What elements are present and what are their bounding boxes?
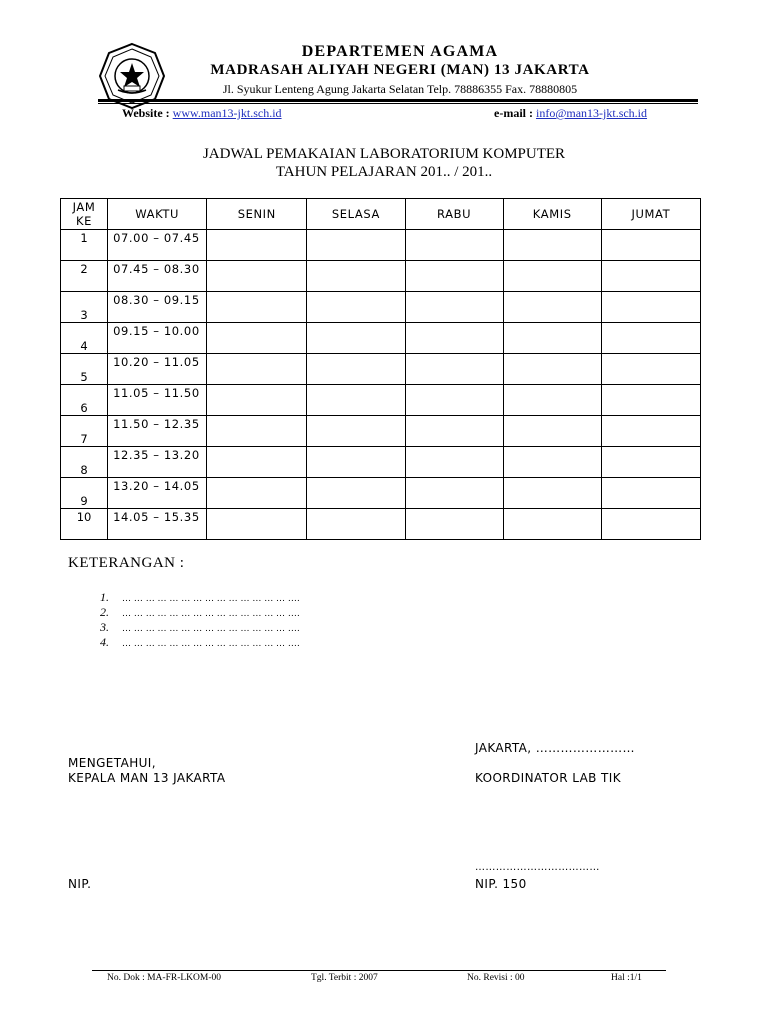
footer-doc-number: No. Dok : MA-FR-LKOM-00 bbox=[107, 973, 221, 983]
cell-selasa[interactable] bbox=[307, 416, 405, 447]
cell-jumat[interactable] bbox=[601, 292, 700, 323]
cell-kamis[interactable] bbox=[503, 509, 601, 540]
website-line bbox=[122, 106, 282, 121]
footer-page: Hal :1/1 bbox=[611, 973, 642, 983]
table-row bbox=[61, 354, 701, 385]
keterangan-item bbox=[100, 605, 300, 620]
cell-kamis[interactable] bbox=[503, 323, 601, 354]
document-title: JADWAL PEMAKAIAN LABORATORIUM KOMPUTER bbox=[202, 146, 566, 162]
cell-kamis[interactable] bbox=[503, 261, 601, 292]
cell-waktu bbox=[108, 447, 207, 478]
letterhead-school-name: MADRASAH ALIYAH NEGERI (MAN) 13 JAKARTA bbox=[210, 62, 590, 78]
cell-jam bbox=[61, 447, 108, 478]
jam-number: 4 bbox=[80, 339, 88, 353]
header-ke-label: KE bbox=[76, 214, 93, 228]
cell-senin[interactable] bbox=[207, 416, 307, 447]
signature-left-label: MENGETAHUI, bbox=[68, 756, 156, 770]
table-row bbox=[61, 478, 701, 509]
cell-waktu bbox=[108, 478, 207, 509]
cell-senin[interactable] bbox=[207, 323, 307, 354]
cell-rabu[interactable] bbox=[405, 292, 503, 323]
cell-rabu[interactable] bbox=[405, 354, 503, 385]
keterangan-heading: KETERANGAN : bbox=[68, 555, 185, 571]
cell-senin[interactable] bbox=[207, 385, 307, 416]
waktu-value: 12.35 – 13.20 bbox=[113, 448, 200, 462]
keterangan-item bbox=[100, 590, 300, 605]
waktu-value: 07.45 – 08.30 bbox=[113, 262, 200, 276]
cell-senin[interactable] bbox=[207, 354, 307, 385]
cell-rabu[interactable] bbox=[405, 323, 503, 354]
cell-jumat[interactable] bbox=[601, 323, 700, 354]
keterangan-number: 3. bbox=[100, 620, 109, 634]
table-row bbox=[61, 292, 701, 323]
header-kamis: KAMIS bbox=[503, 199, 601, 230]
cell-senin[interactable] bbox=[207, 478, 307, 509]
cell-selasa[interactable] bbox=[307, 509, 405, 540]
keterangan-dots: … … … … … … … … … … … … … … …. bbox=[122, 623, 300, 633]
table-row bbox=[61, 261, 701, 292]
cell-senin[interactable] bbox=[207, 447, 307, 478]
cell-jam bbox=[61, 509, 108, 540]
cell-kamis[interactable] bbox=[503, 447, 601, 478]
footer-issue-date: Tgl. Terbit : 2007 bbox=[311, 973, 378, 983]
waktu-value: 10.20 – 11.05 bbox=[113, 355, 200, 369]
cell-rabu[interactable] bbox=[405, 230, 503, 261]
header-rabu: RABU bbox=[405, 199, 503, 230]
cell-kamis[interactable] bbox=[503, 292, 601, 323]
table-header-row bbox=[61, 199, 701, 230]
cell-senin[interactable] bbox=[207, 509, 307, 540]
cell-jumat[interactable] bbox=[601, 385, 700, 416]
cell-rabu[interactable] bbox=[405, 385, 503, 416]
signature-left-title: KEPALA MAN 13 JAKARTA bbox=[68, 771, 226, 785]
jam-number: 7 bbox=[80, 432, 88, 446]
footer-divider bbox=[92, 970, 666, 971]
cell-rabu[interactable] bbox=[405, 261, 503, 292]
cell-selasa[interactable] bbox=[307, 323, 405, 354]
website-link[interactable]: www.man13-jkt.sch.id bbox=[172, 106, 282, 120]
jam-number: 6 bbox=[80, 401, 88, 415]
schedule-table bbox=[60, 198, 701, 540]
cell-senin[interactable] bbox=[207, 230, 307, 261]
email-label: e-mail : bbox=[494, 106, 536, 120]
waktu-value: 14.05 – 15.35 bbox=[113, 510, 200, 524]
keterangan-dots: … … … … … … … … … … … … … … …. bbox=[122, 608, 300, 618]
cell-jam bbox=[61, 478, 108, 509]
waktu-value: 07.00 – 07.45 bbox=[113, 231, 200, 245]
cell-waktu bbox=[108, 292, 207, 323]
cell-kamis[interactable] bbox=[503, 230, 601, 261]
cell-selasa[interactable] bbox=[307, 447, 405, 478]
keterangan-dots: … … … … … … … … … … … … … … …. bbox=[122, 593, 300, 603]
header-selasa: SELASA bbox=[307, 199, 405, 230]
jam-number: 2 bbox=[80, 262, 88, 276]
jam-number: 9 bbox=[80, 494, 88, 508]
cell-jumat[interactable] bbox=[601, 478, 700, 509]
cell-rabu[interactable] bbox=[405, 509, 503, 540]
cell-kamis[interactable] bbox=[503, 478, 601, 509]
signature-left-nip: NIP. bbox=[68, 877, 92, 891]
waktu-value: 09.15 – 10.00 bbox=[113, 324, 200, 338]
jam-number: 3 bbox=[80, 308, 88, 322]
letterhead-department: DEPARTEMEN AGAMA bbox=[301, 43, 499, 60]
cell-waktu bbox=[108, 385, 207, 416]
table-row bbox=[61, 230, 701, 261]
signature-right-title: KOORDINATOR LAB TIK bbox=[475, 771, 621, 785]
cell-jumat[interactable] bbox=[601, 354, 700, 385]
cell-jumat[interactable] bbox=[601, 447, 700, 478]
cell-jam bbox=[61, 292, 108, 323]
place-date: JAKARTA, …………………… bbox=[475, 741, 635, 755]
cell-kamis[interactable] bbox=[503, 354, 601, 385]
keterangan-number: 2. bbox=[100, 605, 109, 619]
cell-waktu bbox=[108, 323, 207, 354]
cell-waktu bbox=[108, 261, 207, 292]
header-jumat: JUMAT bbox=[601, 199, 700, 230]
table-row bbox=[61, 385, 701, 416]
cell-jumat[interactable] bbox=[601, 509, 700, 540]
cell-rabu[interactable] bbox=[405, 416, 503, 447]
header-jam-label: JAM bbox=[72, 200, 96, 214]
cell-waktu bbox=[108, 509, 207, 540]
email-line bbox=[494, 106, 647, 121]
waktu-value: 13.20 – 14.05 bbox=[113, 479, 200, 493]
waktu-value: 11.50 – 12.35 bbox=[113, 417, 200, 431]
document-subtitle: TAHUN PELAJARAN 201.. / 201.. bbox=[275, 164, 493, 180]
keterangan-dots: … … … … … … … … … … … … … … …. bbox=[122, 638, 300, 648]
footer-revision: No. Revisi : 00 bbox=[467, 973, 525, 983]
cell-kamis[interactable] bbox=[503, 385, 601, 416]
header-waktu: WAKTU bbox=[108, 199, 207, 230]
website-label: Website : bbox=[122, 106, 173, 120]
cell-jumat[interactable] bbox=[601, 416, 700, 447]
jam-number: 10 bbox=[76, 510, 92, 524]
jam-number: 8 bbox=[80, 463, 88, 477]
table-row bbox=[61, 416, 701, 447]
letterhead-address: Jl. Syukur Lenteng Agung Jakarta Selatan Telp. 78886355 Fax. 78880805 bbox=[222, 82, 578, 96]
cell-jam bbox=[61, 354, 108, 385]
letterhead-divider-thick bbox=[98, 99, 698, 102]
keterangan-number: 4. bbox=[100, 635, 109, 649]
letterhead-divider-thin bbox=[98, 103, 698, 104]
cell-jumat[interactable] bbox=[601, 261, 700, 292]
header-senin: SENIN bbox=[207, 199, 307, 230]
jam-number: 5 bbox=[80, 370, 88, 384]
email-link[interactable]: info@man13-jkt.sch.id bbox=[535, 106, 648, 120]
keterangan-item bbox=[100, 635, 300, 650]
cell-jam bbox=[61, 416, 108, 447]
cell-waktu bbox=[108, 354, 207, 385]
cell-selasa[interactable] bbox=[307, 478, 405, 509]
cell-jam bbox=[61, 230, 108, 261]
cell-jumat[interactable] bbox=[601, 230, 700, 261]
keterangan-item bbox=[100, 620, 300, 635]
table-row bbox=[61, 323, 701, 354]
cell-selasa[interactable] bbox=[307, 230, 405, 261]
cell-waktu bbox=[108, 230, 207, 261]
cell-selasa[interactable] bbox=[307, 385, 405, 416]
cell-selasa[interactable] bbox=[307, 292, 405, 323]
signature-right-dots: ……………………………… bbox=[475, 862, 600, 873]
cell-senin[interactable] bbox=[207, 292, 307, 323]
cell-jam bbox=[61, 323, 108, 354]
cell-waktu bbox=[108, 416, 207, 447]
cell-kamis[interactable] bbox=[503, 416, 601, 447]
signature-right-nip: NIP. 150 bbox=[475, 877, 527, 891]
cell-rabu[interactable] bbox=[405, 447, 503, 478]
jam-number: 1 bbox=[80, 231, 88, 245]
cell-rabu[interactable] bbox=[405, 478, 503, 509]
table-row bbox=[61, 447, 701, 478]
table-row bbox=[61, 509, 701, 540]
waktu-value: 08.30 – 09.15 bbox=[113, 293, 200, 307]
header-jam-ke bbox=[61, 199, 108, 230]
cell-selasa[interactable] bbox=[307, 261, 405, 292]
cell-senin[interactable] bbox=[207, 261, 307, 292]
cell-jam bbox=[61, 385, 108, 416]
waktu-value: 11.05 – 11.50 bbox=[113, 386, 200, 400]
keterangan-number: 1. bbox=[100, 590, 109, 604]
cell-jam bbox=[61, 261, 108, 292]
cell-selasa[interactable] bbox=[307, 354, 405, 385]
